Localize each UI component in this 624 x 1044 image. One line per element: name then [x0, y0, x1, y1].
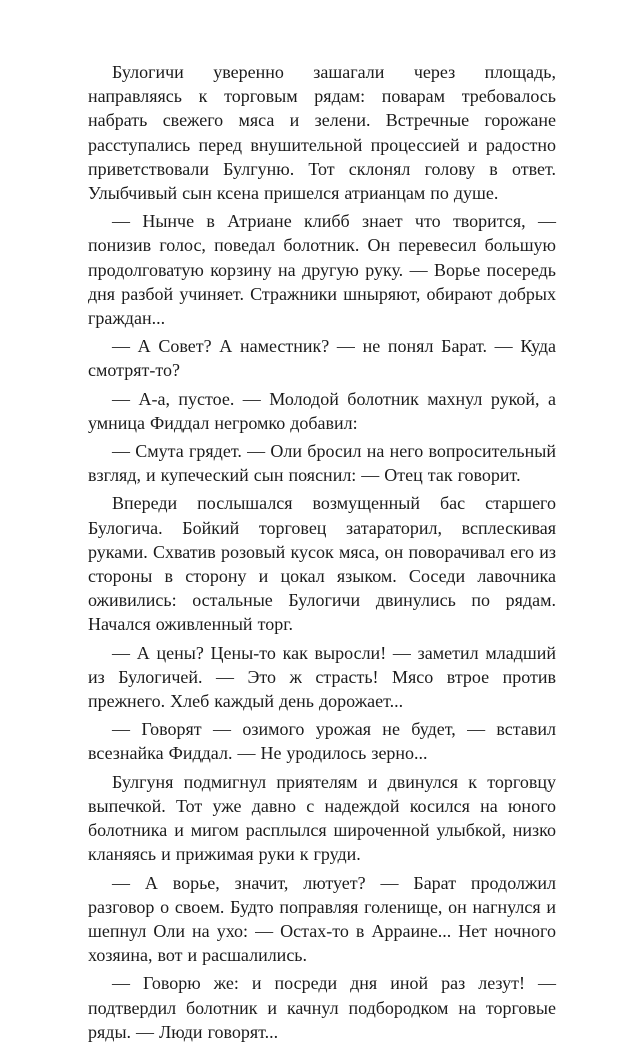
paragraph-11: — Говорю же: и посреди дня иной раз лезут! — подтвердил болотник и качнул подбородком на торговые ряды. — Люди говорят... — [88, 973, 556, 1042]
paragraph-1: Булогичи уверенно зашагали через площадь, направляясь к торговым рядам: поварам требовалось набрать свежего мяса и зелени. Встречные горожане расступались перед внушительной процессией и радостно приветствовали Булгуню. Тот склонял голову в ответ. Улыбчивый сын ксена пришелся атрианцам по душе. — [88, 62, 556, 204]
paragraph-8: — Говорят — озимого урожая не будет, — вставил всезнайка Фиддал. — Не уродилось зерно... — [88, 719, 556, 764]
paragraph-5: — Смута грядет. — Оли бросил на него вопросительный взгляд, и купеческий сын пояснил: — Отец так говорит. — [88, 441, 556, 486]
paragraph-7: — А цены? Цены-то как выросли! — заметил младший из Булогичей. — Это ж страсть! Мясо втрое против прежнего. Хлеб каждый день дорожает... — [88, 642, 556, 712]
paragraph-10: — А ворье, значит, лютует? — Барат продолжил разговор о своем. Будто поправляя голенище, он нагнулся и шепнул Оли на ухо: — Остах-то в Арраине... Нет ночного хозяина, вот и расшалились. — [88, 872, 556, 966]
paragraph-3: — А Совет? А наместник? — не понял Барат. — Куда смотрят-то? — [88, 336, 556, 381]
paragraph-6: Впереди послышался возмущенный бас старшего Булогича. Бойкий торговец затараторил, всплескивая руками. Схватив розовый кусок мяса, он поворачивал его из стороны в сторону и цокал языком. Соседи лавочника оживились: остальные Булогичи двинулись по рядам. Начался оживленный торг. — [88, 493, 556, 635]
paragraph-9: Булгуня подмигнул приятелям и двинулся к торговцу выпечкой. Тот уже давно с надеждой косился на юного болотника и мигом расплылся широченной улыбкой, низко кланяясь и прижимая руки к груди. — [88, 771, 556, 865]
paragraph-4: — А-а, пустое. — Молодой болотник махнул рукой, а умница Фиддал негромко добавил: — [88, 388, 556, 433]
paragraph-2: — Нынче в Атриане клибб знает что творится, — понизив голос, поведал болотник. Он перевесил большую продолговатую корзину на другую руку. — Ворье посередь дня разбой учиняет. Стражники шныряют, обирают добрых граждан... — [88, 211, 556, 329]
